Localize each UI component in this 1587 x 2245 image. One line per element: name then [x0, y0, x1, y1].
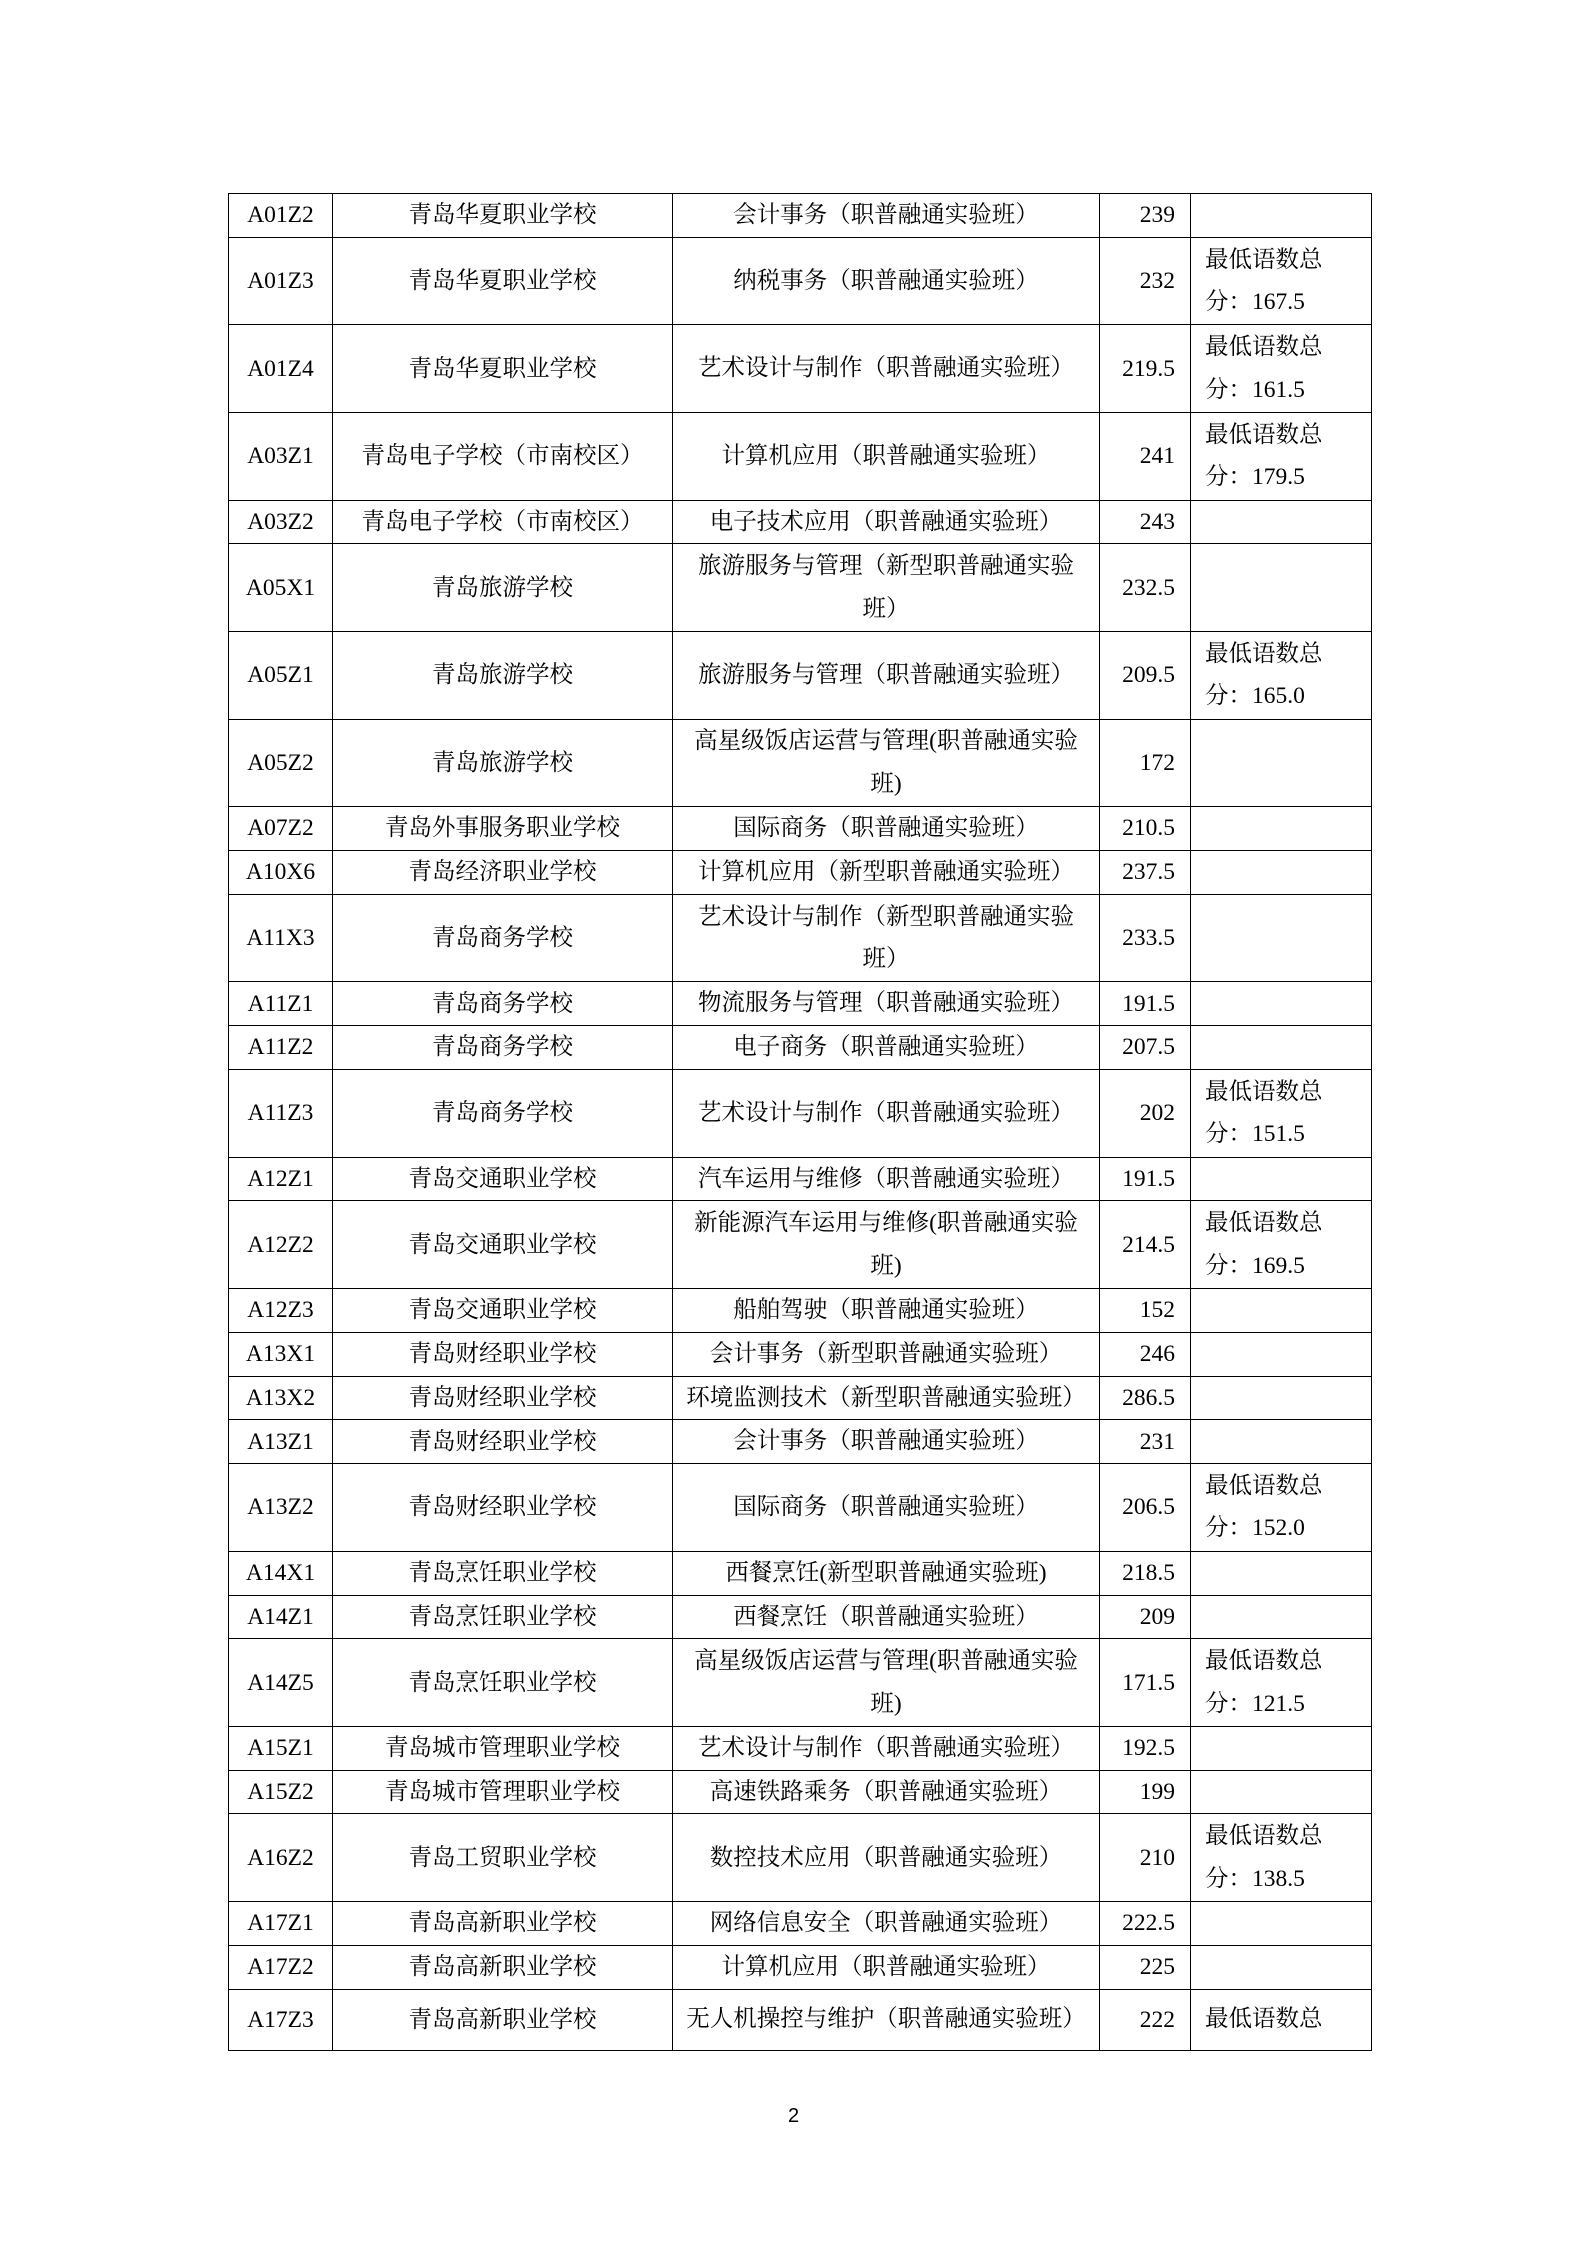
table-row — [229, 1595, 1372, 1639]
major-line: 国际商务（职普融通实验班） — [733, 1494, 1039, 1521]
major-line: 汽车运用与维修（职普融通实验班） — [698, 1165, 1074, 1192]
major-cell — [673, 894, 1100, 982]
plan-code-cell: A11Z2 — [229, 1026, 333, 1070]
major-line: 高星级饭店运营与管理(职普融通实验 — [694, 1648, 1078, 1675]
min-score-cell: 286.5 — [1100, 1376, 1191, 1420]
note-cell — [1191, 1069, 1372, 1157]
min-score-cell: 192.5 — [1100, 1726, 1191, 1770]
major-cell — [673, 1026, 1100, 1070]
major-line: 西餐烹饪（职普融通实验班） — [733, 1603, 1039, 1630]
min-score-cell: 231 — [1100, 1420, 1191, 1464]
min-score-cell: 246 — [1100, 1332, 1191, 1376]
major-cell — [673, 1770, 1100, 1814]
page-number: 2 — [787, 2105, 800, 2127]
note-line: 分：167.5 — [1205, 289, 1305, 316]
major-cell — [673, 1726, 1100, 1770]
note-cell — [1191, 1026, 1372, 1070]
plan-code-cell: A03Z2 — [229, 500, 333, 544]
note-cell — [1191, 1989, 1372, 2050]
note-cell — [1191, 1332, 1372, 1376]
table-row — [229, 807, 1372, 851]
school-name-cell: 青岛交通职业学校 — [333, 1288, 673, 1332]
note-cell — [1191, 1157, 1372, 1201]
major-line: 班) — [870, 1252, 902, 1279]
major-line: 网络信息安全（职普融通实验班） — [709, 1910, 1063, 1937]
table-row — [229, 1989, 1372, 2050]
note-cell — [1191, 194, 1372, 238]
plan-code-cell: A13Z2 — [229, 1464, 333, 1552]
major-cell — [673, 982, 1100, 1026]
school-name-cell: 青岛华夏职业学校 — [333, 325, 673, 413]
table-row — [229, 1814, 1372, 1902]
plan-code-cell: A14Z5 — [229, 1639, 333, 1727]
note-line: 最低语数总 — [1205, 2006, 1323, 2033]
major-line: 计算机应用（职普融通实验班） — [721, 443, 1051, 470]
table-row — [229, 1069, 1372, 1157]
major-cell — [673, 1989, 1100, 2050]
plan-code-cell: A13X1 — [229, 1332, 333, 1376]
note-cell — [1191, 1945, 1372, 1989]
min-score-cell: 222.5 — [1100, 1902, 1191, 1946]
school-name-cell: 青岛电子学校（市南校区） — [333, 500, 673, 544]
table-row — [229, 1376, 1372, 1420]
plan-code-cell: A01Z4 — [229, 325, 333, 413]
min-score-cell: 225 — [1100, 1945, 1191, 1989]
table-row — [229, 1464, 1372, 1552]
major-cell — [673, 194, 1100, 238]
table-row — [229, 412, 1372, 500]
note-line: 分：179.5 — [1205, 464, 1305, 491]
note-cell — [1191, 544, 1372, 632]
note-cell — [1191, 850, 1372, 894]
note-line: 分：121.5 — [1205, 1690, 1305, 1717]
major-line: 无人机操控与维护（职普融通实验班） — [686, 2006, 1086, 2033]
min-score-cell: 243 — [1100, 500, 1191, 544]
min-score-cell: 152 — [1100, 1288, 1191, 1332]
plan-code-cell: A15Z1 — [229, 1726, 333, 1770]
major-line: 纳税事务（职普融通实验班） — [733, 267, 1039, 294]
table-row — [229, 1026, 1372, 1070]
major-cell — [673, 1595, 1100, 1639]
school-name-cell: 青岛旅游学校 — [333, 544, 673, 632]
major-cell — [673, 1945, 1100, 1989]
major-line: 电子商务（职普融通实验班） — [733, 1034, 1039, 1061]
note-cell — [1191, 631, 1372, 719]
plan-code-cell: A17Z3 — [229, 1989, 333, 2050]
major-line: 旅游服务与管理（职普融通实验班） — [698, 662, 1074, 689]
school-name-cell: 青岛财经职业学校 — [333, 1420, 673, 1464]
plan-code-cell: A13X2 — [229, 1376, 333, 1420]
major-cell — [673, 1551, 1100, 1595]
major-line: 班） — [862, 946, 910, 973]
major-line: 会计事务（职普融通实验班） — [733, 202, 1039, 229]
plan-code-cell: A01Z2 — [229, 194, 333, 238]
major-cell — [673, 1069, 1100, 1157]
note-line: 分：169.5 — [1205, 1252, 1305, 1279]
major-cell — [673, 1902, 1100, 1946]
school-name-cell: 青岛工贸职业学校 — [333, 1814, 673, 1902]
school-name-cell: 青岛外事服务职业学校 — [333, 807, 673, 851]
plan-code-cell: A05X1 — [229, 544, 333, 632]
min-score-cell: 218.5 — [1100, 1551, 1191, 1595]
min-score-cell: 206.5 — [1100, 1464, 1191, 1552]
school-name-cell: 青岛城市管理职业学校 — [333, 1770, 673, 1814]
plan-code-cell: A14X1 — [229, 1551, 333, 1595]
min-score-cell: 191.5 — [1100, 982, 1191, 1026]
table-row — [229, 631, 1372, 719]
note-line: 最低语数总 — [1205, 640, 1323, 667]
major-cell — [673, 325, 1100, 413]
school-name-cell: 青岛商务学校 — [333, 982, 673, 1026]
note-cell — [1191, 1814, 1372, 1902]
note-line: 分：161.5 — [1205, 376, 1305, 403]
plan-code-cell: A17Z2 — [229, 1945, 333, 1989]
table-row — [229, 1902, 1372, 1946]
table-row — [229, 1420, 1372, 1464]
major-cell — [673, 1201, 1100, 1289]
table-row — [229, 1288, 1372, 1332]
note-cell — [1191, 412, 1372, 500]
major-line: 高星级饭店运营与管理(职普融通实验 — [694, 728, 1078, 755]
plan-code-cell: A11Z3 — [229, 1069, 333, 1157]
plan-code-cell: A07Z2 — [229, 807, 333, 851]
major-cell — [673, 1376, 1100, 1420]
major-cell — [673, 850, 1100, 894]
note-line: 最低语数总 — [1205, 1648, 1323, 1675]
note-cell — [1191, 1464, 1372, 1552]
note-cell — [1191, 894, 1372, 982]
note-cell — [1191, 1420, 1372, 1464]
note-line: 最低语数总 — [1205, 1210, 1323, 1237]
school-name-cell: 青岛城市管理职业学校 — [333, 1726, 673, 1770]
min-score-cell: 207.5 — [1100, 1026, 1191, 1070]
note-line: 最低语数总 — [1205, 421, 1323, 448]
note-cell — [1191, 719, 1372, 807]
major-line: 班） — [862, 595, 910, 622]
school-name-cell: 青岛交通职业学校 — [333, 1157, 673, 1201]
school-name-cell: 青岛旅游学校 — [333, 631, 673, 719]
table-row — [229, 1201, 1372, 1289]
table-row — [229, 1551, 1372, 1595]
plan-code-cell: A01Z3 — [229, 237, 333, 325]
school-name-cell: 青岛高新职业学校 — [333, 1989, 673, 2050]
note-cell — [1191, 1551, 1372, 1595]
min-score-cell: 237.5 — [1100, 850, 1191, 894]
table-row — [229, 194, 1372, 238]
plan-code-cell: A14Z1 — [229, 1595, 333, 1639]
note-line: 最低语数总 — [1205, 334, 1323, 361]
school-name-cell: 青岛交通职业学校 — [333, 1201, 673, 1289]
table-row — [229, 1726, 1372, 1770]
plan-code-cell: A10X6 — [229, 850, 333, 894]
plan-code-cell: A12Z2 — [229, 1201, 333, 1289]
table-row — [229, 500, 1372, 544]
min-score-cell: 222 — [1100, 1989, 1191, 2050]
table-row — [229, 1770, 1372, 1814]
major-cell — [673, 1464, 1100, 1552]
major-line: 新能源汽车运用与维修(职普融通实验 — [694, 1210, 1078, 1237]
major-cell — [673, 544, 1100, 632]
min-score-cell: 219.5 — [1100, 325, 1191, 413]
major-line: 旅游服务与管理（新型职普融通实验 — [698, 553, 1074, 580]
note-cell — [1191, 500, 1372, 544]
major-line: 船舶驾驶（职普融通实验班） — [733, 1297, 1039, 1324]
min-score-cell: 199 — [1100, 1770, 1191, 1814]
plan-code-cell: A11Z1 — [229, 982, 333, 1026]
major-cell — [673, 1157, 1100, 1201]
min-score-cell: 232.5 — [1100, 544, 1191, 632]
major-cell — [673, 631, 1100, 719]
min-score-cell: 191.5 — [1100, 1157, 1191, 1201]
school-name-cell: 青岛财经职业学校 — [333, 1332, 673, 1376]
note-cell — [1191, 1595, 1372, 1639]
plan-code-cell: A11X3 — [229, 894, 333, 982]
major-line: 高速铁路乘务（职普融通实验班） — [709, 1778, 1063, 1805]
school-name-cell: 青岛华夏职业学校 — [333, 194, 673, 238]
table-row — [229, 850, 1372, 894]
plan-code-cell: A15Z2 — [229, 1770, 333, 1814]
major-line: 物流服务与管理（职普融通实验班） — [698, 990, 1074, 1017]
major-cell — [673, 1639, 1100, 1727]
school-name-cell: 青岛烹饪职业学校 — [333, 1551, 673, 1595]
note-line: 最低语数总 — [1205, 1823, 1323, 1850]
major-cell — [673, 412, 1100, 500]
note-cell — [1191, 1770, 1372, 1814]
table-row — [229, 237, 1372, 325]
plan-code-cell: A05Z2 — [229, 719, 333, 807]
min-score-cell: 172 — [1100, 719, 1191, 807]
note-cell — [1191, 807, 1372, 851]
plan-code-cell: A12Z3 — [229, 1288, 333, 1332]
plan-code-cell: A03Z1 — [229, 412, 333, 500]
school-name-cell: 青岛商务学校 — [333, 894, 673, 982]
min-score-cell: 241 — [1100, 412, 1191, 500]
note-line: 最低语数总 — [1205, 246, 1323, 273]
table-row — [229, 1157, 1372, 1201]
plan-code-cell: A12Z1 — [229, 1157, 333, 1201]
note-cell — [1191, 1726, 1372, 1770]
note-line: 分：138.5 — [1205, 1865, 1305, 1892]
note-cell — [1191, 1376, 1372, 1420]
note-line: 最低语数总 — [1205, 1078, 1323, 1105]
school-name-cell: 青岛高新职业学校 — [333, 1902, 673, 1946]
major-line: 国际商务（职普融通实验班） — [733, 815, 1039, 842]
table-row — [229, 325, 1372, 413]
major-line: 环境监测技术（新型职普融通实验班） — [686, 1384, 1086, 1411]
table-row — [229, 1639, 1372, 1727]
major-line: 西餐烹饪(新型职普融通实验班) — [725, 1559, 1047, 1586]
plan-code-cell: A13Z1 — [229, 1420, 333, 1464]
min-score-cell: 239 — [1100, 194, 1191, 238]
school-name-cell: 青岛电子学校（市南校区） — [333, 412, 673, 500]
school-name-cell: 青岛商务学校 — [333, 1069, 673, 1157]
school-name-cell: 青岛高新职业学校 — [333, 1945, 673, 1989]
min-score-cell: 214.5 — [1100, 1201, 1191, 1289]
table-row — [229, 894, 1372, 982]
major-line: 计算机应用（新型职普融通实验班） — [698, 859, 1074, 886]
major-line: 会计事务（职普融通实验班） — [733, 1428, 1039, 1455]
note-cell — [1191, 1902, 1372, 1946]
major-line: 数控技术应用（职普融通实验班） — [709, 1844, 1063, 1871]
note-line: 分：151.5 — [1205, 1121, 1305, 1148]
major-cell — [673, 1332, 1100, 1376]
table-row — [229, 544, 1372, 632]
major-line: 计算机应用（职普融通实验班） — [721, 1954, 1051, 1981]
admission-plan-table — [228, 193, 1372, 2051]
school-name-cell: 青岛烹饪职业学校 — [333, 1595, 673, 1639]
min-score-cell: 209 — [1100, 1595, 1191, 1639]
major-cell — [673, 807, 1100, 851]
major-cell — [673, 719, 1100, 807]
school-name-cell: 青岛烹饪职业学校 — [333, 1639, 673, 1727]
min-score-cell: 233.5 — [1100, 894, 1191, 982]
major-line: 艺术设计与制作（职普融通实验班） — [698, 1099, 1074, 1126]
note-cell — [1191, 1639, 1372, 1727]
major-line: 艺术设计与制作（新型职普融通实验 — [698, 903, 1074, 930]
major-line: 电子技术应用（职普融通实验班） — [709, 508, 1063, 535]
plan-code-cell: A16Z2 — [229, 1814, 333, 1902]
note-line: 分：152.0 — [1205, 1515, 1305, 1542]
note-cell — [1191, 1201, 1372, 1289]
min-score-cell: 210.5 — [1100, 807, 1191, 851]
table-row — [229, 719, 1372, 807]
note-cell — [1191, 1288, 1372, 1332]
note-cell — [1191, 237, 1372, 325]
min-score-cell: 171.5 — [1100, 1639, 1191, 1727]
min-score-cell: 209.5 — [1100, 631, 1191, 719]
school-name-cell: 青岛商务学校 — [333, 1026, 673, 1070]
note-line: 最低语数总 — [1205, 1472, 1323, 1499]
school-name-cell: 青岛财经职业学校 — [333, 1464, 673, 1552]
major-line: 班) — [870, 770, 902, 797]
min-score-cell: 202 — [1100, 1069, 1191, 1157]
note-line: 分：165.0 — [1205, 683, 1305, 710]
school-name-cell: 青岛华夏职业学校 — [333, 237, 673, 325]
table-row — [229, 1945, 1372, 1989]
plan-code-cell: A05Z1 — [229, 631, 333, 719]
major-line: 艺术设计与制作（职普融通实验班） — [698, 1735, 1074, 1762]
min-score-cell: 210 — [1100, 1814, 1191, 1902]
major-cell — [673, 500, 1100, 544]
major-cell — [673, 1814, 1100, 1902]
major-line: 会计事务（新型职普融通实验班） — [709, 1340, 1063, 1367]
major-cell — [673, 1288, 1100, 1332]
major-cell — [673, 237, 1100, 325]
plan-code-cell: A17Z1 — [229, 1902, 333, 1946]
major-line: 班) — [870, 1690, 902, 1717]
major-line: 艺术设计与制作（职普融通实验班） — [698, 355, 1074, 382]
school-name-cell: 青岛财经职业学校 — [333, 1376, 673, 1420]
min-score-cell: 232 — [1100, 237, 1191, 325]
note-cell — [1191, 325, 1372, 413]
school-name-cell: 青岛经济职业学校 — [333, 850, 673, 894]
plan-table-body — [229, 194, 1372, 2051]
school-name-cell: 青岛旅游学校 — [333, 719, 673, 807]
note-cell — [1191, 982, 1372, 1026]
table-row — [229, 982, 1372, 1026]
major-cell — [673, 1420, 1100, 1464]
table-row — [229, 1332, 1372, 1376]
